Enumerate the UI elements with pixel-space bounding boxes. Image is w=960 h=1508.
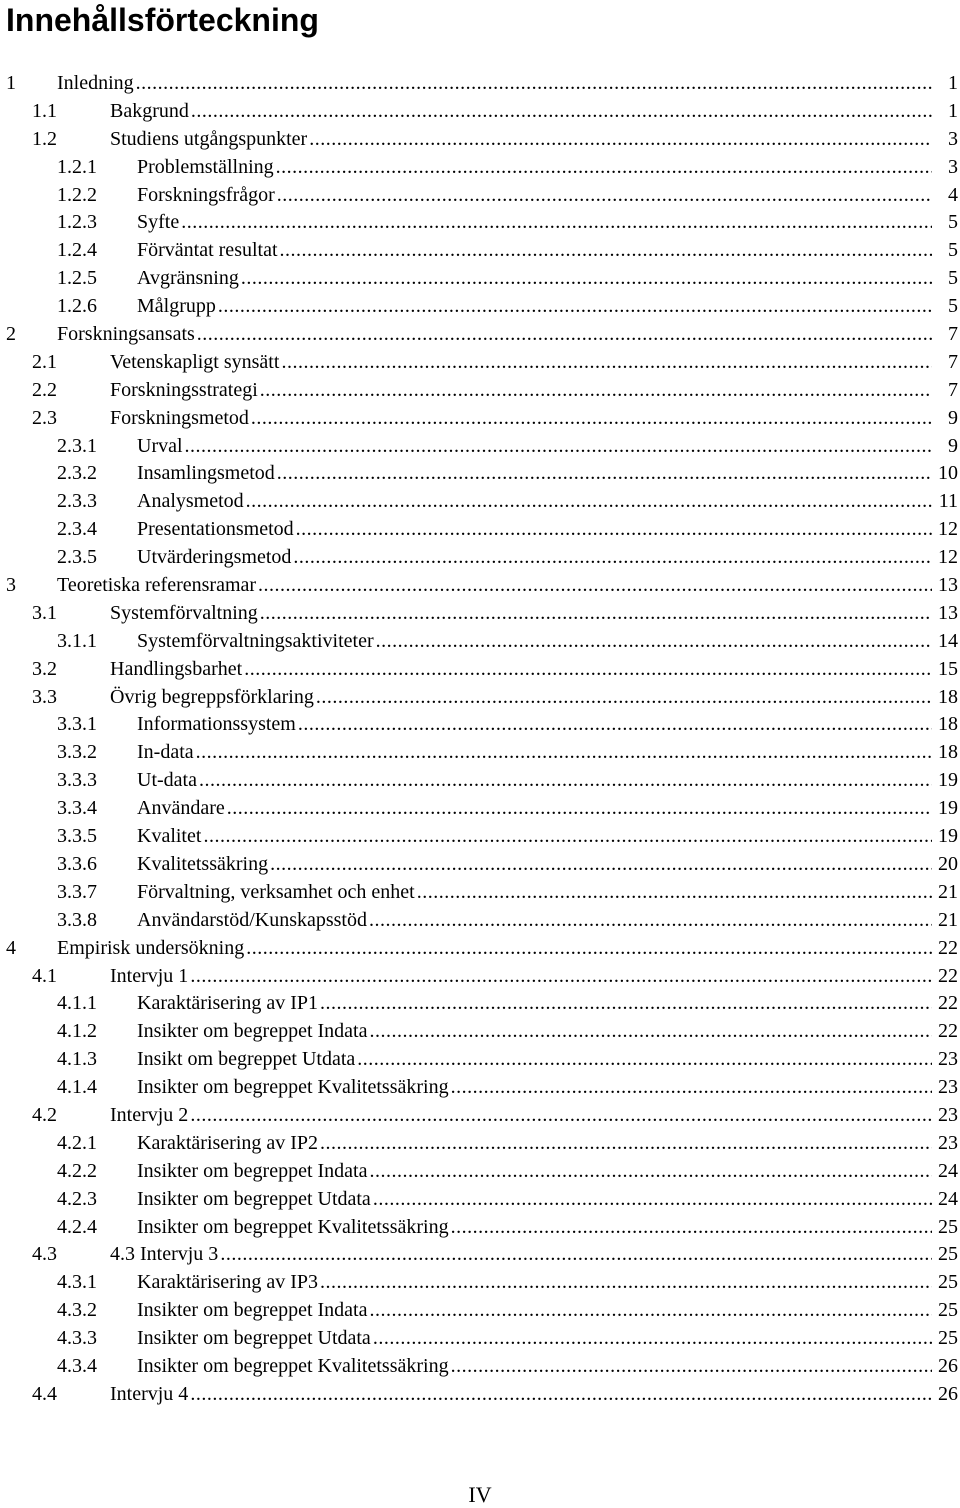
toc-entry-number: 4.1	[32, 964, 57, 987]
toc-entry-title: Kvalitet	[137, 823, 203, 851]
toc-entry-page: 1	[947, 98, 958, 126]
toc-entry-leader	[137, 265, 932, 293]
toc-entry-number: 4.4	[32, 1382, 57, 1405]
toc-entry-title: Övrig begreppsförklaring	[110, 684, 316, 712]
toc-entry-leader	[57, 572, 932, 600]
toc-dot-leader	[320, 1269, 932, 1297]
toc-dot-leader	[369, 1018, 932, 1046]
toc-entry-title: Intervju 4	[110, 1381, 190, 1409]
toc-entry-title: Problemställning	[137, 154, 276, 182]
toc-entry-leader	[137, 154, 932, 182]
toc-dot-leader	[451, 1214, 932, 1242]
page-number: IV	[468, 1482, 492, 1507]
toc-entry[interactable]	[0, 293, 960, 321]
toc-dot-leader	[357, 1046, 932, 1074]
toc-entry-leader	[110, 963, 932, 991]
toc-entry-number: 4.3.3	[57, 1327, 97, 1350]
toc-entry-page: 10	[937, 460, 958, 488]
toc-entry[interactable]	[0, 126, 960, 154]
toc-entry-title: Insikter om begreppet Kvalitetssäkring	[137, 1353, 451, 1381]
toc-entry-title: Insamlingsmetod	[137, 460, 277, 488]
toc-dot-leader	[218, 293, 932, 321]
table-of-contents	[0, 70, 960, 1409]
toc-entry-number: 4.1.1	[57, 992, 97, 1015]
toc-entry[interactable]	[0, 572, 960, 600]
toc-dot-leader	[190, 963, 932, 991]
toc-entry-title: Karaktärisering av IP3	[137, 1269, 320, 1297]
toc-entry-title: Forskningsfrågor	[137, 182, 277, 210]
toc-entry[interactable]	[0, 963, 960, 991]
toc-entry-title: Insikter om begreppet Utdata	[137, 1325, 373, 1353]
toc-entry-leader	[137, 209, 932, 237]
toc-entry-number: 2.3.1	[57, 434, 97, 457]
toc-entry-page: 25	[937, 1269, 958, 1297]
toc-entry[interactable]	[0, 823, 960, 851]
toc-entry[interactable]	[0, 405, 960, 433]
toc-entry-leader	[110, 349, 932, 377]
toc-dot-leader	[316, 684, 932, 712]
toc-dot-leader	[281, 349, 932, 377]
toc-entry-number: 3.1	[32, 601, 57, 624]
toc-entry-leader	[137, 795, 932, 823]
toc-entry-number: 4.3	[32, 1243, 57, 1266]
toc-entry[interactable]	[0, 460, 960, 488]
toc-dot-leader	[185, 433, 932, 461]
toc-entry-leader	[137, 711, 932, 739]
toc-entry-page: 25	[937, 1241, 958, 1269]
toc-dot-leader	[277, 460, 932, 488]
toc-entry-leader	[137, 237, 932, 265]
toc-entry-title: Karaktärisering av IP1	[137, 990, 320, 1018]
toc-entry-page: 23	[937, 1046, 958, 1074]
toc-entry-title: Bakgrund	[110, 98, 191, 126]
toc-entry-leader	[137, 879, 932, 907]
toc-entry-number: 3.3.4	[57, 797, 97, 820]
toc-entry-number: 4	[6, 936, 16, 959]
toc-entry-leader	[110, 377, 932, 405]
toc-entry[interactable]	[0, 739, 960, 767]
toc-dot-leader	[246, 488, 932, 516]
toc-dot-leader	[451, 1074, 932, 1102]
toc-entry[interactable]	[0, 516, 960, 544]
toc-entry-number: 2	[6, 323, 16, 346]
toc-entry-leader	[137, 293, 932, 321]
toc-dot-leader	[136, 70, 932, 98]
toc-entry[interactable]	[0, 935, 960, 963]
toc-entry-title: In-data	[137, 739, 196, 767]
toc-entry-number: 4.3.1	[57, 1271, 97, 1294]
toc-entry-title: Målgrupp	[137, 293, 218, 321]
toc-dot-leader	[276, 154, 932, 182]
toc-entry-page: 15	[937, 656, 958, 684]
toc-dot-leader	[260, 377, 932, 405]
toc-entry-page: 13	[937, 600, 958, 628]
toc-entry-number: 2.3.2	[57, 462, 97, 485]
toc-entry[interactable]	[0, 711, 960, 739]
toc-entry-title: Analysmetod	[137, 488, 246, 516]
toc-entry[interactable]	[0, 1241, 960, 1269]
toc-entry-leader	[137, 1130, 932, 1158]
toc-entry[interactable]	[0, 1130, 960, 1158]
toc-entry-page: 22	[937, 963, 958, 991]
toc-entry-page: 5	[947, 265, 958, 293]
toc-entry-title: Användarstöd/Kunskapsstöd	[137, 907, 369, 935]
toc-dot-leader	[270, 851, 932, 879]
toc-entry[interactable]	[0, 70, 960, 98]
toc-entry-number: 1	[6, 72, 16, 94]
toc-entry-leader	[110, 1102, 932, 1130]
toc-entry-page: 14	[937, 628, 958, 656]
toc-entry[interactable]	[0, 656, 960, 684]
toc-dot-leader	[260, 600, 932, 628]
toc-entry-page: 21	[937, 879, 958, 907]
toc-entry-leader	[137, 433, 932, 461]
toc-entry-title: Forskningsstrategi	[110, 377, 260, 405]
toc-entry-number: 1.2.6	[57, 295, 97, 318]
toc-dot-leader	[258, 572, 932, 600]
toc-entry-leader	[137, 488, 932, 516]
toc-entry-number: 2.3.3	[57, 490, 97, 513]
toc-entry-leader	[137, 1158, 932, 1186]
toc-entry[interactable]	[0, 1214, 960, 1242]
toc-entry-title: Insikter om begreppet Indata	[137, 1297, 369, 1325]
toc-entry-number: 2.3	[32, 406, 57, 429]
toc-entry-page: 19	[937, 795, 958, 823]
toc-entry-leader	[57, 321, 932, 349]
toc-entry-leader	[137, 739, 932, 767]
toc-entry-leader	[137, 1186, 932, 1214]
toc-entry-page: 3	[947, 126, 958, 154]
toc-entry-page: 26	[937, 1353, 958, 1381]
toc-entry[interactable]	[0, 628, 960, 656]
toc-entry-page: 24	[937, 1158, 958, 1186]
toc-dot-leader	[373, 1186, 932, 1214]
toc-entry-title: Studiens utgångspunkter	[110, 126, 309, 154]
toc-entry-number: 1.2.5	[57, 267, 97, 290]
toc-entry[interactable]	[0, 684, 960, 712]
toc-entry-number: 1.2.2	[57, 183, 97, 206]
toc-entry-title: Utvärderingsmetod	[137, 544, 293, 572]
toc-dot-leader	[277, 182, 932, 210]
toc-entry-title: Intervju 1	[110, 963, 190, 991]
toc-entry[interactable]	[0, 433, 960, 461]
toc-entry-number: 3.1.1	[57, 629, 97, 652]
toc-entry[interactable]	[0, 1046, 960, 1074]
toc-dot-leader	[320, 990, 932, 1018]
toc-entry-leader	[137, 1046, 932, 1074]
toc-entry-page: 7	[947, 377, 958, 405]
toc-entry-number: 4.1.3	[57, 1048, 97, 1071]
toc-entry-leader	[110, 684, 932, 712]
toc-entry[interactable]	[0, 990, 960, 1018]
toc-entry[interactable]	[0, 1102, 960, 1130]
toc-dot-leader	[451, 1353, 932, 1381]
toc-entry[interactable]	[0, 1353, 960, 1381]
toc-entry-page: 26	[937, 1381, 958, 1409]
toc-entry[interactable]	[0, 98, 960, 126]
toc-entry-page: 9	[947, 433, 958, 461]
toc-entry-title: Inledning	[57, 70, 136, 98]
toc-dot-leader	[369, 907, 932, 935]
toc-dot-leader	[320, 1130, 932, 1158]
toc-entry[interactable]	[0, 1269, 960, 1297]
toc-entry-number: 2.3.4	[57, 518, 97, 541]
toc-entry-title: Informationssystem	[137, 711, 298, 739]
toc-entry[interactable]	[0, 349, 960, 377]
toc-entry-page: 12	[937, 516, 958, 544]
toc-entry-page: 7	[947, 349, 958, 377]
toc-dot-leader	[196, 739, 932, 767]
toc-entry-page: 12	[937, 544, 958, 572]
toc-dot-leader	[220, 1241, 932, 1269]
toc-dot-leader	[191, 98, 932, 126]
toc-entry[interactable]	[0, 1297, 960, 1325]
toc-entry-leader	[137, 628, 932, 656]
toc-entry-leader	[137, 1214, 932, 1242]
toc-entry-leader	[137, 516, 932, 544]
toc-entry-leader	[137, 1269, 932, 1297]
toc-entry-page: 25	[937, 1214, 958, 1242]
toc-entry-page: 24	[937, 1186, 958, 1214]
toc-entry-leader	[137, 823, 932, 851]
toc-entry-page: 19	[937, 823, 958, 851]
toc-entry-number: 4.2.1	[57, 1131, 97, 1154]
toc-entry-number: 2.3.5	[57, 546, 97, 569]
toc-entry[interactable]	[0, 488, 960, 516]
toc-entry[interactable]	[0, 1018, 960, 1046]
toc-entry-number: 3.3.3	[57, 769, 97, 792]
toc-entry-title: Handlingsbarhet	[110, 656, 244, 684]
toc-dot-leader	[298, 711, 932, 739]
toc-entry-title: Teoretiska referensramar	[57, 572, 258, 600]
toc-dot-leader	[251, 405, 932, 433]
toc-entry-title: Syfte	[137, 209, 181, 237]
toc-entry[interactable]	[0, 1381, 960, 1409]
toc-entry-page: 5	[947, 293, 958, 321]
toc-entry-leader	[57, 935, 932, 963]
toc-entry-number: 4.1.2	[57, 1020, 97, 1043]
toc-entry-number: 3	[6, 574, 16, 597]
toc-entry[interactable]	[0, 544, 960, 572]
toc-entry-page: 22	[937, 1018, 958, 1046]
toc-dot-leader	[227, 795, 932, 823]
toc-dot-leader	[369, 1297, 932, 1325]
toc-entry-title: Forskningsmetod	[110, 405, 251, 433]
toc-entry-number: 1.2.4	[57, 239, 97, 262]
toc-entry-title: 4.3 Intervju 3	[110, 1241, 220, 1269]
toc-entry-page: 21	[937, 907, 958, 935]
toc-entry-leader	[57, 70, 932, 98]
toc-entry-page: 1	[947, 70, 958, 98]
toc-entry-page: 25	[937, 1325, 958, 1353]
toc-entry-number: 4.2	[32, 1103, 57, 1126]
toc-entry[interactable]	[0, 1158, 960, 1186]
toc-dot-leader	[190, 1381, 932, 1409]
toc-entry-leader	[110, 405, 932, 433]
toc-entry-page: 25	[937, 1297, 958, 1325]
toc-entry-title: Användare	[137, 795, 227, 823]
toc-entry-page: 20	[937, 851, 958, 879]
toc-entry-title: Insikter om begreppet Indata	[137, 1158, 369, 1186]
toc-entry-title: Insikt om begreppet Utdata	[137, 1046, 357, 1074]
toc-entry[interactable]	[0, 907, 960, 935]
toc-entry[interactable]	[0, 1325, 960, 1353]
toc-entry-number: 3.3	[32, 685, 57, 708]
toc-dot-leader	[246, 935, 932, 963]
toc-entry-page: 18	[937, 684, 958, 712]
toc-entry-leader	[137, 907, 932, 935]
toc-entry-title: Förväntat resultat	[137, 237, 280, 265]
toc-entry-leader	[137, 767, 932, 795]
page-title: Innehållsförteckning	[6, 2, 319, 38]
toc-entry-number: 2.1	[32, 350, 57, 373]
toc-entry-number: 3.3.1	[57, 713, 97, 736]
toc-dot-leader	[376, 628, 932, 656]
toc-entry-number: 3.3.5	[57, 825, 97, 848]
toc-entry[interactable]	[0, 321, 960, 349]
toc-entry-page: 18	[937, 711, 958, 739]
toc-entry-leader	[137, 544, 932, 572]
toc-entry[interactable]	[0, 1074, 960, 1102]
toc-entry-number: 1.1	[32, 99, 57, 122]
toc-entry[interactable]	[0, 851, 960, 879]
toc-dot-leader	[197, 321, 932, 349]
toc-dot-leader	[309, 126, 932, 154]
toc-entry[interactable]	[0, 600, 960, 628]
toc-entry-page: 5	[947, 209, 958, 237]
toc-entry-leader	[110, 1241, 932, 1269]
toc-entry-page: 7	[947, 321, 958, 349]
toc-entry-page: 23	[937, 1074, 958, 1102]
toc-entry[interactable]	[0, 154, 960, 182]
toc-entry-number: 4.3.4	[57, 1354, 97, 1377]
toc-entry-leader	[137, 1018, 932, 1046]
toc-entry-title: Systemförvaltning	[110, 600, 260, 628]
toc-entry-number: 1.2.1	[57, 155, 97, 178]
toc-entry-title: Insikter om begreppet Kvalitetssäkring	[137, 1214, 451, 1242]
toc-entry[interactable]	[0, 767, 960, 795]
toc-entry[interactable]	[0, 265, 960, 293]
toc-entry-leader	[110, 126, 932, 154]
toc-entry-page: 11	[938, 488, 958, 516]
toc-dot-leader	[190, 1102, 932, 1130]
toc-entry-page: 19	[937, 767, 958, 795]
toc-entry-page: 3	[947, 154, 958, 182]
toc-entry-title: Urval	[137, 433, 185, 461]
toc-entry-title: Insikter om begreppet Utdata	[137, 1186, 373, 1214]
toc-entry-title: Presentationsmetod	[137, 516, 296, 544]
toc-dot-leader	[293, 544, 932, 572]
toc-entry[interactable]	[0, 377, 960, 405]
toc-entry-number: 4.2.3	[57, 1187, 97, 1210]
toc-dot-leader	[373, 1325, 932, 1353]
toc-entry-page: 13	[937, 572, 958, 600]
toc-entry-number: 4.1.4	[57, 1076, 97, 1099]
toc-entry-title: Kvalitetssäkring	[137, 851, 270, 879]
toc-dot-leader	[296, 516, 932, 544]
toc-dot-leader	[417, 879, 932, 907]
toc-entry-number: 3.3.2	[57, 741, 97, 764]
toc-entry-leader	[137, 1353, 932, 1381]
toc-entry-title: Karaktärisering av IP2	[137, 1130, 320, 1158]
toc-entry-title: Insikter om begreppet Kvalitetssäkring	[137, 1074, 451, 1102]
toc-entry[interactable]	[0, 182, 960, 210]
toc-entry-title: Empirisk undersökning	[57, 935, 246, 963]
toc-entry-leader	[137, 1297, 932, 1325]
toc-entry-title: Intervju 2	[110, 1102, 190, 1130]
toc-entry[interactable]	[0, 795, 960, 823]
toc-entry-page: 22	[937, 935, 958, 963]
toc-entry-number: 4.2.2	[57, 1159, 97, 1182]
toc-dot-leader	[199, 767, 932, 795]
toc-entry-leader	[110, 656, 932, 684]
toc-entry-leader	[110, 1381, 932, 1409]
toc-entry-leader	[110, 600, 932, 628]
toc-entry-page: 18	[937, 739, 958, 767]
toc-entry-title: Systemförvaltningsaktiviteter	[137, 628, 376, 656]
toc-dot-leader	[203, 823, 932, 851]
toc-entry-leader	[110, 98, 932, 126]
toc-entry-page: 4	[947, 182, 958, 210]
toc-entry-leader	[137, 990, 932, 1018]
toc-entry-title: Avgränsning	[137, 265, 241, 293]
toc-dot-leader	[241, 265, 932, 293]
toc-dot-leader	[369, 1158, 932, 1186]
toc-entry-leader	[137, 1074, 932, 1102]
toc-entry-page: 23	[937, 1130, 958, 1158]
toc-dot-leader	[280, 237, 932, 265]
toc-entry-title: Insikter om begreppet Indata	[137, 1018, 369, 1046]
toc-entry-title: Forskningsansats	[57, 321, 197, 349]
toc-entry-number: 1.2	[32, 127, 57, 150]
toc-entry-title: Förvaltning, verksamhet och enhet	[137, 879, 417, 907]
toc-entry[interactable]	[0, 879, 960, 907]
toc-entry[interactable]	[0, 237, 960, 265]
toc-entry-page: 9	[947, 405, 958, 433]
toc-dot-leader	[244, 656, 932, 684]
toc-entry-page: 5	[947, 237, 958, 265]
toc-entry-number: 3.2	[32, 657, 57, 680]
toc-dot-leader	[181, 209, 932, 237]
toc-entry-number: 3.3.7	[57, 880, 97, 903]
toc-entry-number: 1.2.3	[57, 211, 97, 234]
toc-entry-leader	[137, 182, 932, 210]
toc-entry[interactable]	[0, 1186, 960, 1214]
toc-entry-number: 2.2	[32, 378, 57, 401]
toc-entry-title: Vetenskapligt synsätt	[110, 349, 281, 377]
toc-entry-leader	[137, 1325, 932, 1353]
toc-entry-page: 22	[937, 990, 958, 1018]
toc-entry-number: 4.3.2	[57, 1299, 97, 1322]
toc-entry-title: Ut-data	[137, 767, 199, 795]
toc-entry-number: 3.3.6	[57, 852, 97, 875]
toc-entry[interactable]	[0, 209, 960, 237]
toc-entry-number: 4.2.4	[57, 1215, 97, 1238]
toc-entry-page: 23	[937, 1102, 958, 1130]
toc-entry-leader	[137, 851, 932, 879]
toc-entry-number: 3.3.8	[57, 908, 97, 931]
toc-entry-leader	[137, 460, 932, 488]
